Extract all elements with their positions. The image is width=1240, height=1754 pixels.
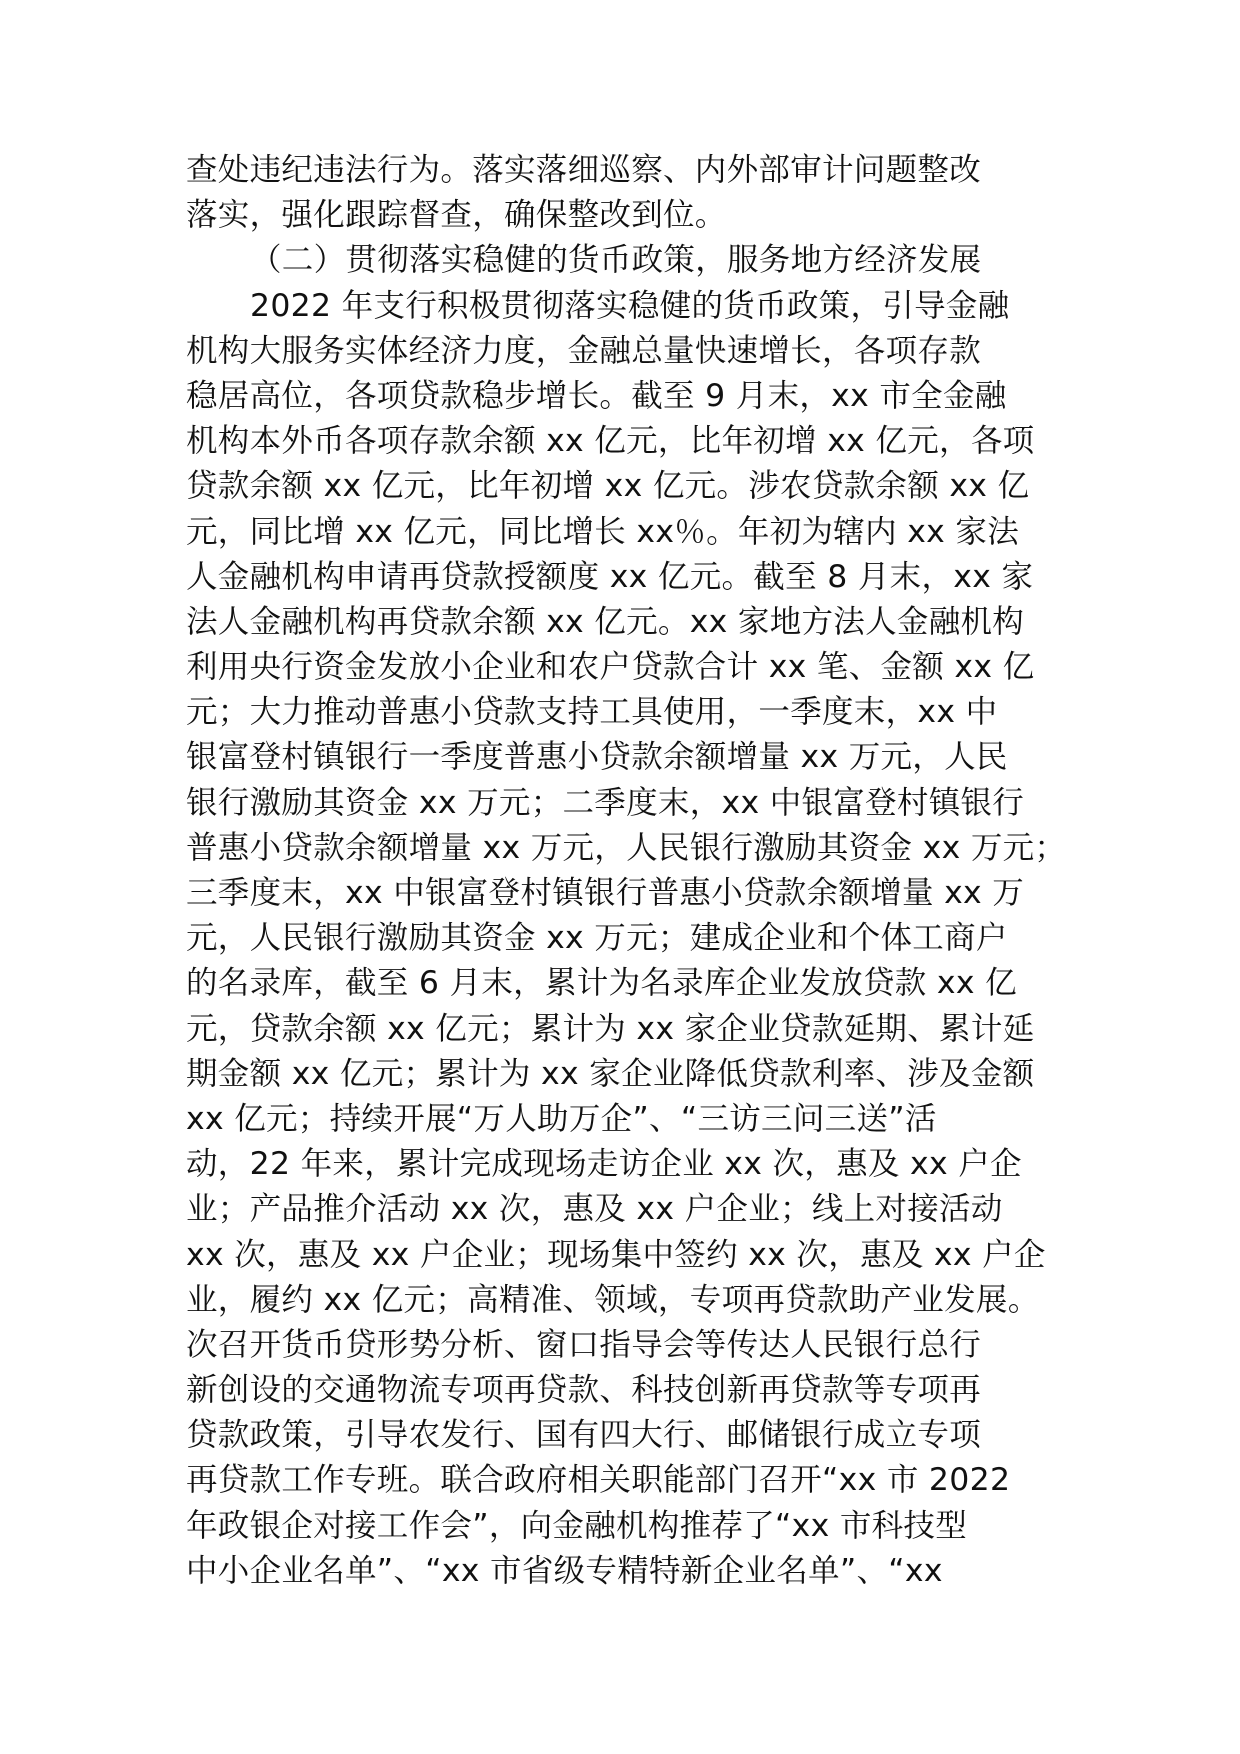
text-line: 查处违纪违法行为。落实落细巡察、内外部审计问题整改 [186, 152, 982, 188]
text-line: 业，履约 xx 亿元；高精准、领域，专项再贷款助产业发展。 [186, 1281, 1040, 1318]
text-line: 贷款余额 xx 亿元，比年初增 xx 亿元。涉农贷款余额 xx 亿 [186, 468, 1030, 505]
text-line: 元，人民银行激励其资金 xx 万元；建成企业和个体工商户 [186, 920, 1008, 957]
body-text [186, 148, 1066, 1594]
text-line: 法人金融机构再贷款余额 xx 亿元。xx 家地方法人金融机构 [186, 603, 1025, 640]
text-line: 普惠小贷款余额增量 xx 万元，人民银行激励其资金 xx 万元； [186, 829, 1067, 866]
text-line: 次召开货币贷形势分析、窗口指导会等传达人民银行总行 [186, 1326, 982, 1363]
text-line: xx 亿元；持续开展“万人助万企”、“三访三问三送”活 [186, 1100, 937, 1137]
text-line: 中小企业名单”、“xx 市省级专精特新企业名单”、“xx [186, 1552, 943, 1589]
text-line: 稳居高位，各项贷款稳步增长。截至 9 月末，xx 市全金融 [186, 377, 1007, 414]
text-line: 元，贷款余额 xx 亿元；累计为 xx 家企业贷款延期、累计延 [186, 1010, 1035, 1047]
text-line: 的名录库，截至 6 月末，累计为名录库企业发放贷款 xx 亿 [186, 965, 1017, 1002]
text-line: 机构大服务实体经济力度，金融总量快速增长，各项存款 [186, 332, 982, 369]
text-line: 动，22 年来，累计完成现场走访企业 xx 次，惠及 xx 户企 [186, 1146, 1022, 1183]
text-line: 再贷款工作专班。联合政府相关职能部门召开“xx 市 2022 [186, 1462, 1011, 1499]
section-heading: （二）贯彻落实稳健的货币政策，服务地方经济发展 [250, 242, 982, 279]
text-line: 新创设的交通物流专项再贷款、科技创新再贷款等专项再 [186, 1372, 982, 1409]
text-line: 元，同比增 xx 亿元，同比增长 xx％。年初为辖内 xx 家法 [186, 513, 1020, 550]
text-line: xx 次，惠及 xx 户企业；现场集中签约 xx 次，惠及 xx 户企 [186, 1236, 1046, 1273]
text-line: 人金融机构申请再贷款授额度 xx 亿元。截至 8 月末，xx 家 [186, 558, 1034, 595]
text-line: 期金额 xx 亿元；累计为 xx 家企业降低贷款利率、涉及金额 [186, 1055, 1035, 1092]
text-line: 三季度末，xx 中银富登村镇银行普惠小贷款余额增量 xx 万 [186, 875, 1025, 911]
text-line: 机构本外币各项存款余额 xx 亿元，比年初增 xx 亿元，各项 [186, 423, 1035, 460]
text-line: 银行激励其资金 xx 万元；二季度末，xx 中银富登村镇银行 [186, 784, 1025, 821]
text-line: 业；产品推介活动 xx 次，惠及 xx 户企业；线上对接活动 [186, 1191, 1003, 1228]
text-line: 利用央行资金发放小企业和农户贷款合计 xx 笔、金额 xx 亿 [186, 649, 1035, 686]
text-line: 贷款政策，引导农发行、国有四大行、邮储银行成立专项 [186, 1417, 982, 1454]
text-line: 银富登村镇银行一季度普惠小贷款余额增量 xx 万元，人民 [186, 739, 1008, 776]
text-line: 元；大力推动普惠小贷款支持工具使用，一季度末，xx 中 [186, 694, 998, 731]
paragraph-first-line: 2022 年支行积极贯彻落实稳健的货币政策，引导金融 [250, 287, 1010, 324]
text-line: 年政银企对接工作会”，向金融机构推荐了“xx 市科技型 [186, 1507, 968, 1544]
text-line: 落实，强化跟踪督查，确保整改到位。 [186, 197, 727, 234]
